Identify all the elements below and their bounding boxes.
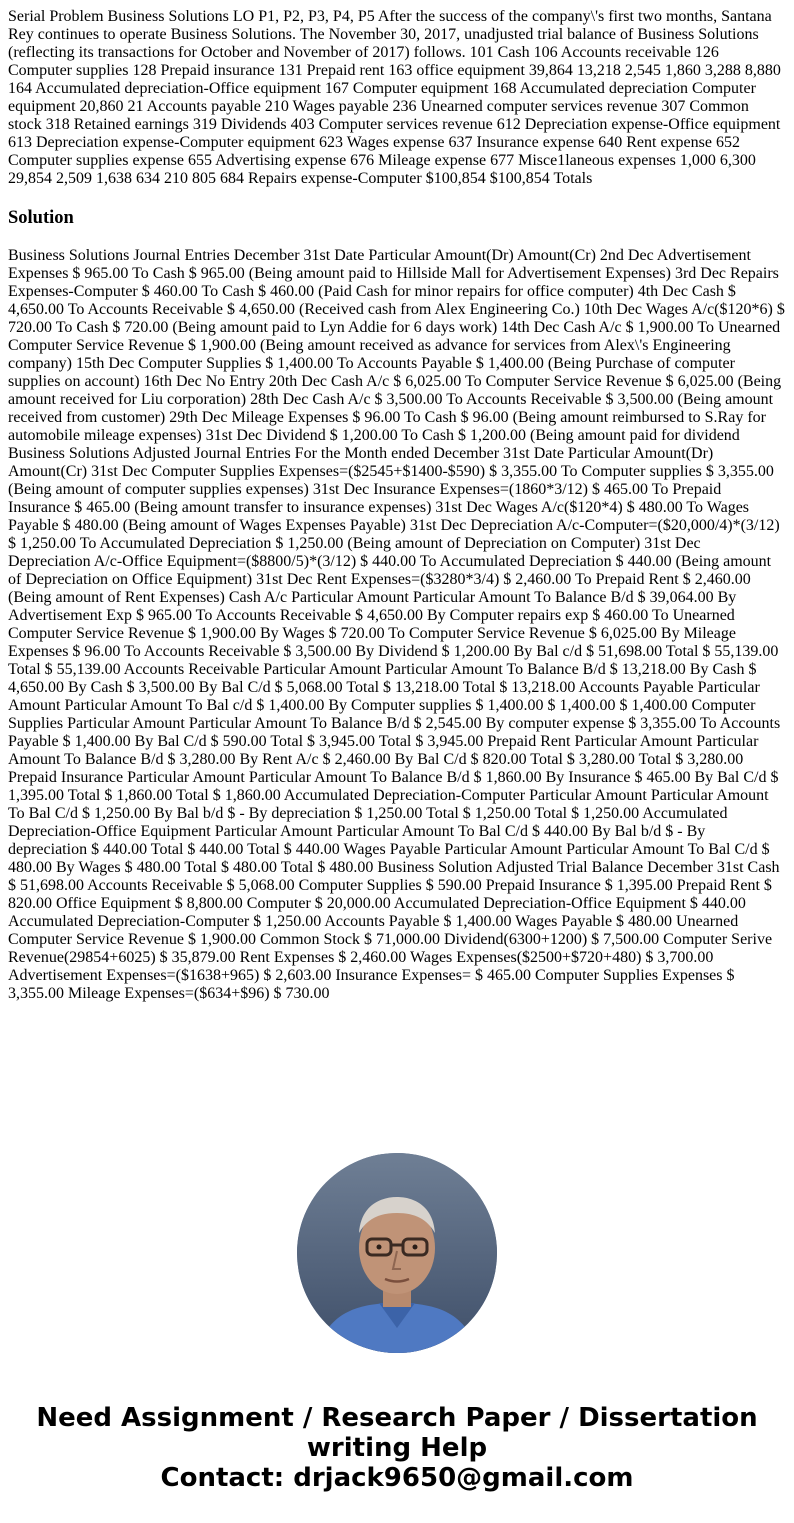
promo-line-1: Need Assignment / Research Paper / Dissertation	[36, 1403, 758, 1433]
author-portrait-icon	[297, 1153, 497, 1353]
promo-contact: Contact: drjack9650@gmail.com	[160, 1463, 634, 1493]
solution-heading: Solution	[8, 208, 74, 228]
author-avatar	[297, 1153, 497, 1353]
solution-body: Business Solutions Journal Entries December 31st Date Particular Amount(Dr) Amount(Cr) 2nd Dec Advertisement Expenses $ 965.00 To Cash $ 965.00 (Being amount paid to Hillside Mall for Advertisement Expenses) 3rd Dec Repairs Expenses-Computer $ 460.00 To Cash $ 460.00 (Paid Cash for minor repairs for office computer) 4th Dec Cash $ 4,650.00 To Accounts Receivable $ 4,650.00 (Received cash from Alex Engineering Co.) 10th Dec Wages A/c($120*6) $ 720.00 To Cash $ 720.00 (Being amount paid to Lyn Addie for 6 days work) 14th Dec Cash A/c $ 1,900.00 To Unearned Computer Service Revenue $ 1,900.00 (Being amount received as advance for services from Alex\'s Engineering company) 15th Dec Computer Supplies $ 1,400.00 To Accounts Payable $ 1,400.00 (Being Purchase of computer supplies on account) 16th Dec No Entry 20th Dec Cash A/c $ 6,025.00 To Computer Service Revenue $ 6,025.00 (Being amount received for Liu corporation) 28th Dec Cash A/c $ 3,500.00 To Accounts Receivable $ 3,500.00 (Being amount received from customer) 29th Dec Mileage Expenses $ 96.00 To Cash $ 96.00 (Being amount reimbursed to S.Ray for automobile mileage expenses) 31st Dec Dividend $ 1,200.00 To Cash $ 1,200.00 (Being amount paid for dividend Business Solutions Adjusted Journal Entries For the Month ended December 31st Date Particular Amount(Dr) Amount(Cr) 31st Dec Computer Supplies Expenses=($2545+$1400-$590) $ 3,355.00 To Computer supplies $ 3,355.00 (Being amount of computer supplies expenses) 31st Dec Insurance Expenses=(1860*3/12) $ 465.00 To Prepaid Insurance $ 465.00 (Being amount transfer to insurance expenses) 31st Dec Wages A/c($120*4) $ 480.00 To Wages Payable $ 480.00 (Being amount of Wages Expenses Payable) 31st Dec Depreciation A/c-Computer=($20,000/4)*(3/12) $ 1,250.00 To Accumulated Depreciation $ 1,250.00 (Being amount of Depreciation on Computer) 31st Dec Depreciation A/c-Office Equipment=($8800/5)*(3/12) $ 440.00 To Accumulated Depreciation $ 440.00 (Being amount of Depreciation on Office Equipment) 31st Dec Rent Expenses=($3280*3/4) $ 2,460.00 To Prepaid Rent $ 2,460.00 (Being amount of Rent Expenses) Cash A/c Particular Amount Particular Amount To Balance B/d $ 39,064.00 By Advertisement Exp $ 965.00 To Accounts Receivable $ 4,650.00 By Computer repairs exp $ 460.00 To Unearned Computer Service Revenue $ 1,900.00 By Wages $ 720.00 To Computer Service Revenue $ 6,025.00 By Mileage Expenses $ 96.00 To Accounts Receivable $ 3,500.00 By Dividend $ 1,200.00 By Bal c/d $ 51,698.00 Total $ 55,139.00 Total $ 55,139.00 Accounts Receivable Particular Amount Particular Amount To Balance B/d $ 13,218.00 By Cash $ 4,650.00 By Cash $ 3,500.00 By Bal C/d $ 5,068.00 Total $ 13,218.00 Total $ 13,218.00 Accounts Payable Particular Amount Particular Amount To Bal c/d $ 1,400.00 By Computer supplies $ 1,400.00 $ 1,400.00 $ 1,400.00 Computer Supplies Particular Amount Particular Amount To Balance B/d $ 2,545.00 By computer expense $ 3,355.00 To Accounts Payable $ 1,400.00 By Bal C/d $ 590.00 Total $ 3,945.00 Total $ 3,945.00 Prepaid Rent Particular Amount Particular Amount To Balance B/d $ 3,280.00 By Rent A/c $ 2,460.00 By Bal C/d $ 820.00 Total $ 3,280.00 Total $ 3,280.00 Prepaid Insurance Particular Amount Particular Amount To Balance B/d $ 1,860.00 By Insurance $ 465.00 By Bal C/d $ 1,395.00 Total $ 1,860.00 Total $ 1,860.00 Accumulated Depreciation-Computer Particular Amount Particular Amount To Bal C/d $ 1,250.00 By Bal b/d $ - By depreciation $ 1,250.00 Total $ 1,250.00 Total $ 1,250.00 Accumulated Depreciation-Office Equipment Particular Amount Particular Amount To Bal C/d $ 440.00 By Bal b/d $ - By depreciation $ 440.00 Total $ 440.00 Total $ 440.00 Wages Payable Particular Amount Particular Amount To Bal C/d $ 480.00 By Wages $ 480.00 Total $ 480.00 Total $ 480.00 Business Solution Adjusted Trial Balance December 31st Cash $ 51,698.00 Accounts Receivable $ 5,068.00 Computer Supplies $ 590.00 Prepaid Insurance $ 1,395.00 Prepaid Rent $ 820.00 Office Equipment $ 8,800.00 Computer $ 20,000.00 Accumulated Depreciation-Office Equipment $ 440.00 Accumulated Depreciation-Computer $ 1,250.00 Accounts Payable $ 1,400.00 Wages Payable $ 480.00 Unearned Computer Service Revenue $ 1,900.00 Common Stock $ 71,000.00 Dividend(6300+1200) $ 7,500.00 Computer Serive Revenue(29854+6025) $ 35,879.00 Rent Expenses $ 2,460.00 Wages Expenses($2500+$720+480) $ 3,700.00 Advertisement Expenses=($1638+965) $ 2,603.00 Insurance Expenses= $ 465.00 Computer Supplies Expenses $ 3,355.00 Mileage Expenses=($634+$96) $ 730.00	[8, 247, 785, 1002]
problem-statement: Serial Problem Business Solutions LO P1, P2, P3, P4, P5 After the success of the company\'s first two months, Santana Rey continues to operate Business Solutions. The November 30, 2017, unadjusted trial balance of Business Solutions (reflecting its transactions for October and November of 2017) follows. 101 Cash 106 Accounts receivable 126 Computer supplies 128 Prepaid insurance 131 Prepaid rent 163 office equipment 39,864 13,218 2,545 1,860 3,288 8,880 164 Accumulated depreciation-Office equipment 167 Computer equipment 168 Accumulated depreciation Computer equipment 20,860 21 Accounts payable 210 Wages payable 236 Unearned computer services revenue 307 Common stock 318 Retained earnings 319 Dividends 403 Computer services revenue 612 Depreciation expense-Office equipment 613 Depreciation expense-Computer equipment 623 Wages expense 637 Insurance expense 640 Rent expense 652 Computer supplies expense 655 Advertising expense 676 Mileage expense 677 Misce1laneous expenses 1,000 6,300 29,854 2,509 1,638 634 210 805 684 Repairs expense-Computer $100,854 $100,854 Totals	[8, 8, 781, 187]
promo-banner	[0, 1403, 794, 1493]
promo-line-2: writing Help	[306, 1433, 488, 1463]
